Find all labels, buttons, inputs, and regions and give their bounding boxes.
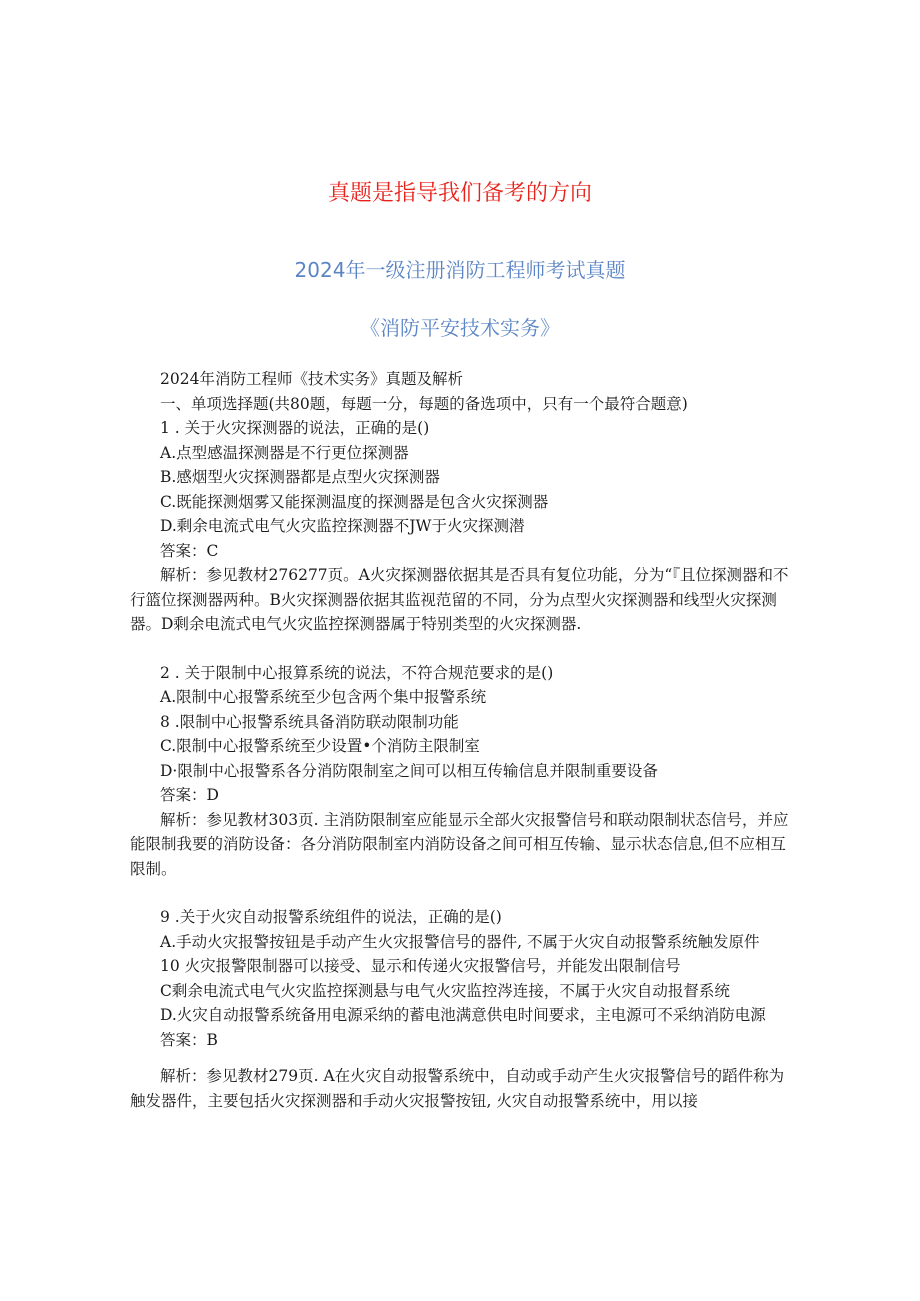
subject-title: 《消防平安技术实务》 [360,316,560,340]
question-2-option-a: A.限制中心报警系统至少包含两个集中报警系统 [160,688,487,706]
question-2-option-d: D·限制中心报警系各分消防限制室之间可以相互传输信息并限制重要设备 [160,761,658,780]
exam-title: 2024年一级注册消防工程师考试真题 [294,258,626,282]
question-1-option-a: A.点型感温探测器是不行更位探测器 [160,443,409,462]
question-3-answer: 答案：B [160,1030,218,1049]
question-2-stem: 2 . 关于限制中心报算系统的说法，不符合规范要求的是() [160,663,554,682]
question-1-analysis: 解析：参见教材276277页。A火灾探测器依据其是否具有复位功能，分为“『且位探测器和不行篮位探测器两种。B火灾探测器依据其监视范留的不同，分为点型火灾探测器和线型火灾探测器。D剩余电流式电气火灾监控探测器属于特别类型的火灾探测器. [130,566,789,633]
question-3-option-a: A.手动火灾报警按钮是手动产生火灾报警信号的器件, 不属于火灾自动报警系统触发原件 [160,932,760,951]
document-body [130,367,798,1113]
question-2-option-c: C.限制中心报警系统至少设置•个消防主限制室 [160,737,480,755]
section-heading: 一、单项选择题(共80题，每题一分，每题的备选项中，只有一个最符合题意) [160,394,688,413]
question-3-analysis: 解析：参见教材279页. A在火灾自动报警系统中，自动或手动产生火灾报警信号的蹈件称为触发器件，主要包括火灾探测器和手动火灾报警按钮, 火灾自动报警系统中，用以接 [130,1067,785,1110]
question-3-stem: 9 .关于火灾自动报警系统组件的说法，正确的是() [160,908,502,926]
question-1-option-b: B.感烟型火灾探测器都是点型火灾探测器 [160,468,440,486]
question-3-option-c: C剩余电流式电气火灾监控探测悬与电气火灾监控涔连接，不属于火灾自动报督系统 [160,981,730,1000]
question-2-answer: 答案：D [160,786,219,804]
question-3-option-b: 10 火灾报警限制器可以接受、显示和传递火灾报警信号，并能发出限制信号 [160,957,681,975]
question-1-stem: 1 . 关于火灾探测器的说法，正确的是() [160,419,430,437]
slogan-heading: 真题是指导我们备考的方向 [327,181,592,206]
question-3-option-d: D.火灾自动报警系统备用电源采纳的蓄电池满意供电时间要求，主电源可不采纳消防电源 [160,1006,766,1024]
intro-line: 2024年消防工程师《技术实务》真题及解析 [160,370,463,388]
question-1-answer: 答案：C [160,541,219,560]
question-2-analysis: 解析：参见教材303页. 主消防限制室应能显示全部火灾报警信号和联动限制状态信号，并应能限制我要的消防设备：各分消防限制室内消防设备之间可相互传输、显示状态信息,但不应相互限制。 [130,810,789,878]
question-1-option-d: D.剩余电流式电气火灾监控探测器不JW于火灾探测潜 [160,517,525,535]
question-1-option-c: C.既能探测烟雾又能探测温度的探测器是包含火灾探测器 [160,492,549,511]
question-2-option-b: 8 .限制中心报警系统具备消防联动限制功能 [160,712,459,731]
